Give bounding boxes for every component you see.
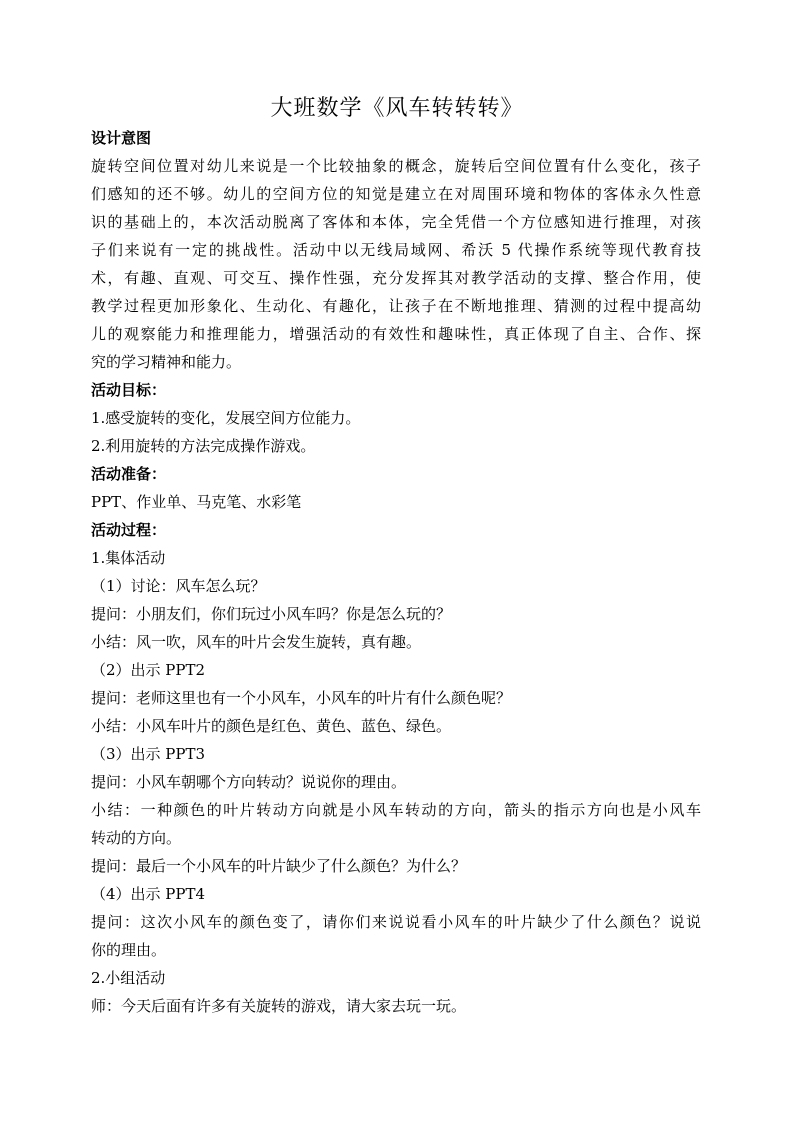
body-line: 小结：风一吹，风车的叶片会发生旋转，真有趣。 xyxy=(91,633,422,651)
body-line: 小结：小风车叶片的颜色是红色、黄色、蓝色、绿色。 xyxy=(91,717,452,735)
body-line: 2.小组活动 xyxy=(91,969,166,987)
body-line: 教学过程更加形象化、生动化、有趣化，让孩子在不断地推理、猜测的过程中提高幼 xyxy=(91,297,701,315)
body-line: （4）出示 PPT4 xyxy=(91,885,206,903)
body-line: （1）讨论：风车怎么玩？ xyxy=(91,577,266,595)
document-title: 大班数学《风车转转转》 xyxy=(270,96,524,121)
body-line: 师：今天后面有许多有关旋转的游戏，请大家去玩一玩。 xyxy=(91,997,467,1015)
body-line: 提问：最后一个小风车的叶片缺少了什么颜色？为什么？ xyxy=(91,857,467,875)
body-line: 转动的方向。 xyxy=(91,829,182,847)
section-heading: 活动准备： xyxy=(91,465,167,483)
body-line: 1.感受旋转的变化，发展空间方位能力。 xyxy=(91,409,361,427)
body-line: 提问：小风车朝哪个方向转动？说说你的理由。 xyxy=(91,773,407,791)
body-line: 儿的观察能力和推理能力，增强活动的有效性和趣味性，真正体现了自主、合作、探 xyxy=(91,325,701,343)
body-line: （2）出示 PPT2 xyxy=(91,661,206,679)
body-line: 旋转空间位置对幼儿来说是一个比较抽象的概念，旋转后空间位置有什么变化，孩子 xyxy=(91,157,701,175)
body-line: 1.集体活动 xyxy=(91,549,166,567)
body-line: 2.利用旋转的方法完成操作游戏。 xyxy=(91,437,316,455)
body-line: 提问：这次小风车的颜色变了，请你们来说说看小风车的叶片缺少了什么颜色？说说 xyxy=(91,913,701,931)
body-line: 子们来说有一定的挑战性。活动中以无线局域网、希沃 5 代操作系统等现代教育技 xyxy=(91,241,701,259)
body-line: 你的理由。 xyxy=(91,941,167,959)
body-line: 术，有趣、直观、可交互、操作性强，充分发挥其对教学活动的支撑、整合作用，使 xyxy=(91,269,701,287)
body-line: 小结：一种颜色的叶片转动方向就是小风车转动的方向，箭头的指示方向也是小风车 xyxy=(91,801,701,819)
body-line: 提问：老师这里也有一个小风车，小风车的叶片有什么颜色呢？ xyxy=(91,689,512,707)
body-line: 究的学习精神和能力。 xyxy=(91,353,242,371)
body-line: （3）出示 PPT3 xyxy=(91,745,206,763)
section-heading: 活动过程： xyxy=(91,521,167,539)
section-heading: 设计意图 xyxy=(91,129,152,147)
body-line: 识的基础上的，本次活动脱离了客体和本体，完全凭借一个方位感知进行推理，对孩 xyxy=(91,213,701,231)
document-body xyxy=(91,124,701,1020)
body-line: 提问：小朋友们，你们玩过小风车吗？你是怎么玩的？ xyxy=(91,605,452,623)
section-heading: 活动目标： xyxy=(91,381,167,399)
body-line: PPT、作业单、马克笔、水彩笔 xyxy=(91,493,302,511)
body-line: 们感知的还不够。幼儿的空间方位的知觉是建立在对周围环境和物体的客体永久性意 xyxy=(91,185,701,203)
